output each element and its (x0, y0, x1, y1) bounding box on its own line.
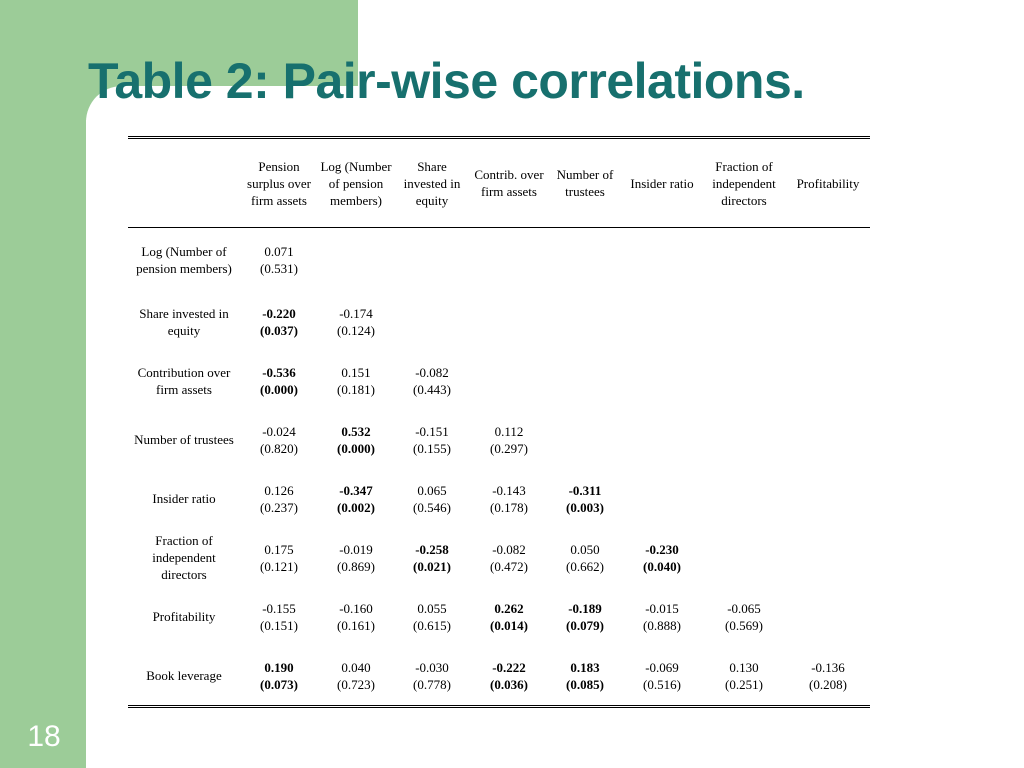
coefficient-value: 0.040 (341, 659, 371, 675)
coefficient-value: 0.532 (341, 423, 371, 439)
coefficient-value: -0.347 (339, 482, 373, 498)
coefficient-value: -0.220 (262, 305, 296, 321)
table-cell (702, 410, 786, 469)
table-cell (548, 292, 622, 351)
table-row (128, 410, 870, 469)
p-value: (0.178) (490, 499, 528, 515)
table-cell (548, 646, 622, 707)
table-cell (786, 646, 870, 707)
column-header: Pension surplus over firm assets (240, 138, 318, 228)
table-cell (786, 587, 870, 646)
p-value: (0.037) (260, 322, 298, 338)
table-cell (702, 587, 786, 646)
table-cell (470, 228, 548, 293)
table-cell (622, 646, 702, 707)
p-value: (0.888) (643, 617, 681, 633)
table-cell (470, 469, 548, 528)
table-cell (470, 646, 548, 707)
coefficient-value: -0.174 (339, 305, 373, 321)
p-value: (0.472) (490, 558, 528, 574)
column-header: Insider ratio (622, 138, 702, 228)
coefficient-value: -0.230 (645, 541, 679, 557)
table-cell (240, 292, 318, 351)
table-cell (548, 469, 622, 528)
table-cell (786, 469, 870, 528)
p-value: (0.073) (260, 676, 298, 692)
row-label: Log (Number of pension members) (136, 244, 232, 276)
p-value: (0.723) (337, 676, 375, 692)
table-header-row (128, 138, 870, 228)
p-value: (0.085) (566, 676, 604, 692)
column-header: Log (Number of pension members) (318, 138, 394, 228)
column-header: Number of trustees (548, 138, 622, 228)
row-label: Profitability (152, 609, 216, 624)
table-row (128, 587, 870, 646)
table-cell (470, 528, 548, 587)
coefficient-value: -0.082 (415, 364, 449, 380)
table-cell (394, 410, 470, 469)
p-value: (0.546) (413, 499, 451, 515)
column-header: Profitability (786, 138, 870, 228)
coefficient-value: 0.183 (570, 659, 600, 675)
header-corner (128, 138, 240, 228)
coefficient-value: 0.055 (417, 600, 447, 616)
table-cell (786, 351, 870, 410)
table-cell (240, 410, 318, 469)
table-cell (318, 587, 394, 646)
p-value: (0.516) (643, 676, 681, 692)
coefficient-value: 0.126 (264, 482, 294, 498)
table-row (128, 351, 870, 410)
row-label: Fraction of independent directors (152, 533, 216, 582)
p-value: (0.014) (490, 617, 528, 633)
p-value: (0.036) (490, 676, 528, 692)
table-row (128, 528, 870, 587)
table-cell (470, 351, 548, 410)
p-value: (0.251) (725, 676, 763, 692)
table-body (128, 228, 870, 707)
row-label: Book leverage (146, 668, 222, 683)
table-cell (394, 646, 470, 707)
row-label: Share invested in equity (139, 305, 229, 338)
table-cell (548, 351, 622, 410)
p-value: (0.155) (413, 440, 451, 456)
coefficient-value: -0.258 (415, 541, 449, 557)
p-value: (0.662) (566, 558, 604, 574)
table-cell (318, 528, 394, 587)
table-cell (622, 292, 702, 351)
table-cell (548, 587, 622, 646)
decorative-green-band-side (0, 0, 86, 768)
coefficient-value: -0.015 (645, 600, 679, 616)
p-value: (0.237) (260, 499, 298, 515)
p-value: (0.003) (566, 499, 604, 515)
p-value: (0.161) (337, 617, 375, 633)
column-header: Fraction of independent directors (702, 138, 786, 228)
p-value: (0.820) (260, 440, 298, 456)
table-cell (548, 228, 622, 293)
table-cell (240, 469, 318, 528)
table-cell (622, 469, 702, 528)
p-value: (0.151) (260, 617, 298, 633)
coefficient-value: -0.160 (339, 600, 373, 616)
coefficient-value: -0.019 (339, 541, 373, 557)
coefficient-value: -0.311 (568, 482, 602, 498)
table-cell (622, 587, 702, 646)
table-row (128, 228, 870, 293)
p-value: (0.021) (413, 558, 451, 574)
p-value: (0.869) (337, 558, 375, 574)
row-label: Insider ratio (152, 491, 216, 506)
coefficient-value: -0.069 (645, 659, 679, 675)
table-cell (622, 351, 702, 410)
p-value: (0.121) (260, 558, 298, 574)
table-cell (548, 528, 622, 587)
p-value: (0.181) (337, 381, 375, 397)
table-cell (470, 587, 548, 646)
table-cell (240, 587, 318, 646)
p-value: (0.297) (490, 440, 528, 456)
p-value: (0.531) (260, 261, 298, 276)
coefficient-value: 0.190 (264, 659, 294, 675)
coefficient-value: -0.151 (415, 423, 449, 439)
row-label: Contribution over firm assets (137, 364, 231, 397)
p-value: (0.615) (413, 617, 451, 633)
table-cell (702, 292, 786, 351)
table-cell (394, 292, 470, 351)
table-cell (622, 528, 702, 587)
table-cell (240, 351, 318, 410)
table-cell (394, 528, 470, 587)
coefficient-value: -0.136 (811, 659, 845, 675)
table-cell (394, 587, 470, 646)
table-cell (548, 410, 622, 469)
p-value: (0.208) (809, 676, 847, 692)
table-cell (240, 228, 318, 293)
table-cell (786, 292, 870, 351)
table-row (128, 646, 870, 707)
coefficient-value: 0.050 (570, 541, 600, 557)
coefficient-value: -0.536 (262, 364, 296, 380)
coefficient-value: 0.151 (341, 364, 371, 380)
p-value: (0.778) (413, 676, 451, 692)
coefficient-value: -0.082 (492, 541, 526, 557)
coefficient-value: 0.065 (417, 482, 447, 498)
table-cell (702, 528, 786, 587)
table-cell (318, 469, 394, 528)
coefficient-value: -0.189 (568, 600, 602, 616)
p-value: (0.002) (337, 499, 375, 515)
coefficient-value: -0.024 (262, 423, 296, 439)
p-value: (0.079) (566, 617, 604, 633)
table-cell (318, 351, 394, 410)
table-cell (470, 410, 548, 469)
table-cell (318, 228, 394, 293)
table-row (128, 292, 870, 351)
correlation-table (128, 136, 870, 708)
coefficient-value: -0.143 (492, 482, 526, 498)
page-number: 18 (27, 720, 61, 753)
table-cell (240, 528, 318, 587)
coefficient-value: 0.112 (494, 423, 524, 439)
table-cell (394, 351, 470, 410)
table-cell (318, 292, 394, 351)
row-label: Number of trustees (134, 432, 234, 447)
table-cell (470, 292, 548, 351)
coefficient-value: 0.262 (494, 600, 524, 616)
column-header: Contrib. over firm assets (470, 138, 548, 228)
coefficient-value: -0.065 (727, 600, 761, 616)
table-cell (786, 528, 870, 587)
coefficient-value: 0.071 (264, 244, 294, 259)
table-cell (702, 646, 786, 707)
table-cell (394, 469, 470, 528)
slide-title: Table 2: Pair-wise correlations. (88, 53, 805, 109)
table-cell (702, 469, 786, 528)
p-value: (0.569) (725, 617, 763, 633)
p-value: (0.443) (413, 381, 451, 397)
p-value: (0.040) (643, 558, 681, 574)
table-cell (240, 646, 318, 707)
p-value: (0.000) (337, 440, 375, 456)
coefficient-value: -0.222 (492, 659, 526, 675)
table-cell (786, 228, 870, 293)
table-cell (318, 410, 394, 469)
table-row (128, 469, 870, 528)
coefficient-value: -0.030 (415, 659, 449, 675)
table-cell (318, 646, 394, 707)
table-cell (702, 228, 786, 293)
p-value: (0.124) (337, 322, 375, 338)
column-header: Share invested in equity (394, 138, 470, 228)
table-cell (622, 410, 702, 469)
table-cell (394, 228, 470, 293)
coefficient-value: 0.130 (729, 659, 759, 675)
table-cell (622, 228, 702, 293)
coefficient-value: 0.175 (264, 541, 294, 557)
table-cell (702, 351, 786, 410)
table-cell (786, 410, 870, 469)
p-value: (0.000) (260, 381, 298, 397)
coefficient-value: -0.155 (262, 600, 296, 616)
